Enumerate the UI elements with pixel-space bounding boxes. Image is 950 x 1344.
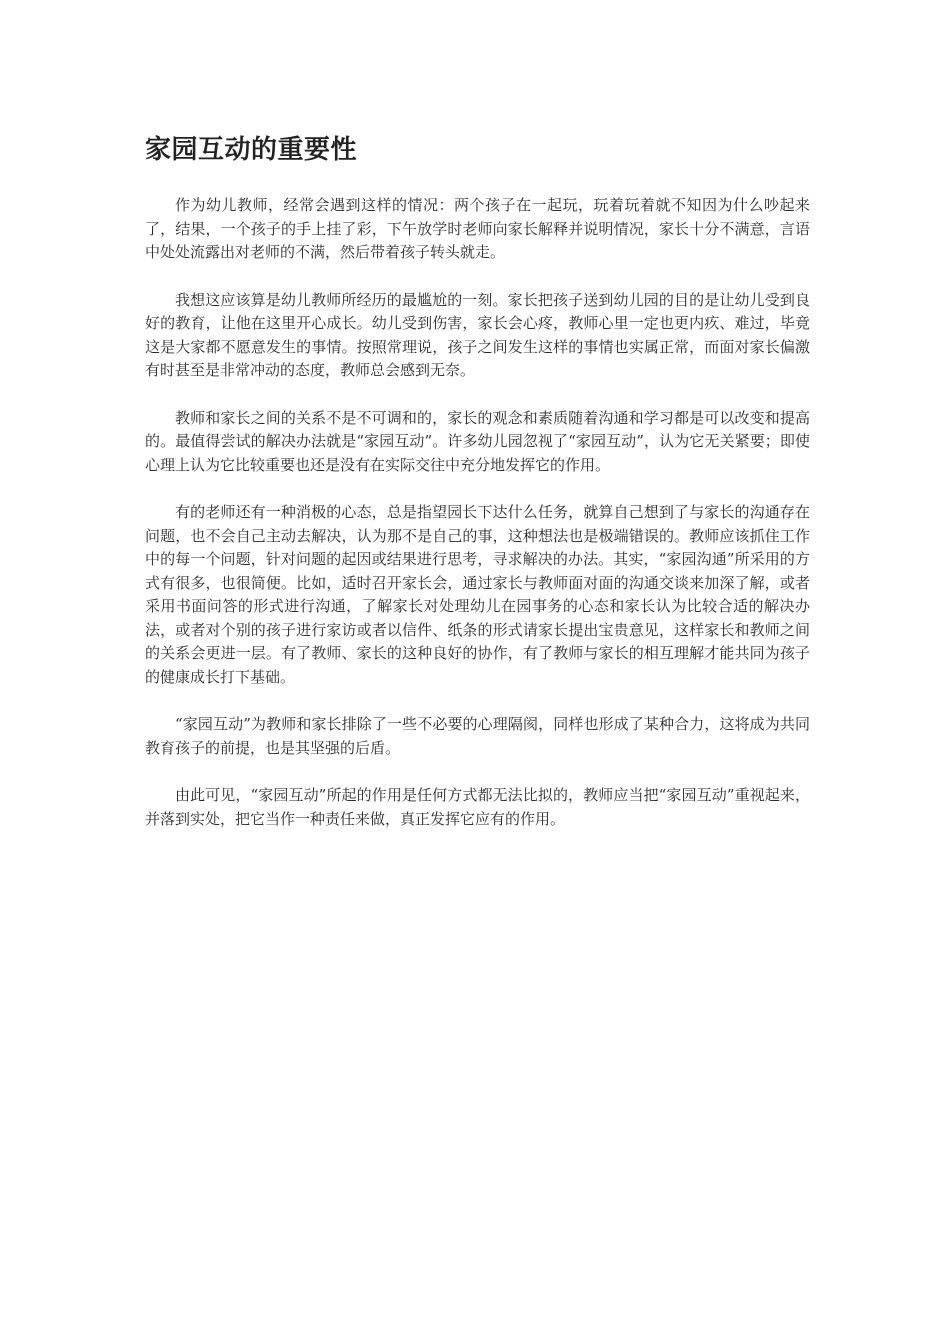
document-content: [145, 132, 810, 855]
paragraph-3: 教师和家长之间的关系不是不可调和的，家长的观念和素质随着沟通和学习都是可以改变和提高的。最值得尝试的解决办法就是“家园互动”。许多幼儿园忽视了“家园互动”，认为它无关紧要；即使心理上认为它比较重要也还是没有在实际交往中充分地发挥它的作用。: [145, 408, 810, 474]
paragraph-6: 由此可见，“家园互动”所起的作用是任何方式都无法比拟的，教师应当把“家园互动”重视起来，并落到实处，把它当作一种责任来做，真正发挥它应有的作用。: [145, 786, 810, 828]
paragraph-1: 作为幼儿教师，经常会遇到这样的情况：两个孩子在一起玩，玩着玩着就不知因为什么吵起来了，结果，一个孩子的手上挂了彩，下午放学时老师向家长解释并说明情况，家长十分不满意，言语中处处流露出对老师的不满，然后带着孩子转头就走。: [145, 196, 810, 261]
document-title: 家园互动的重要性: [145, 135, 358, 165]
paragraph-2: 我想这应该算是幼儿教师所经历的最尴尬的一刻。家长把孩子送到幼儿园的目的是让幼儿受到良好的教育，让他在这里开心成长。幼儿受到伤害，家长会心疼，教师心里一定也更内疚、难过，毕竟这是大家都不愿意发生的事情。按照常理说，孩子之间发生这样的事情也实属正常，而面对家长偏激有时甚至是非常冲动的态度，教师总会感到无奈。: [145, 290, 810, 379]
paragraph-5: “家园互动”为教师和家长排除了一些不必要的心理隔阂，同样也形成了某种合力，这将成为共同教育孩子的前提，也是其坚强的后盾。: [145, 715, 810, 757]
paragraph-4: 有的老师还有一种消极的心态，总是指望园长下达什么任务，就算自己想到了与家长的沟通存在问题，也不会自己主动去解决，认为那不是自己的事，这种想法也是极端错误的。教师应该抓住工作中的每一个问题，针对问题的起因或结果进行思考，寻求解决的办法。其实，“家园沟通”所采用的方式有很多，也很简便。比如，适时召开家长会，通过家长与教师面对面的沟通交谈来加深了解，或者采用书面问答的形式进行沟通，了解家长对处理幼儿在园事务的心态和家长认为比较合适的解决办法，或者对个别的孩子进行家访或者以信件、纸条的形式请家长提出宝贵意见，这样家长和教师之间的关系会更进一层。有了教师、家长的这种良好的协作，有了教师与家长的相互理解才能共同为孩子的健康成长打下基础。: [145, 503, 810, 686]
document-body: [145, 194, 810, 831]
